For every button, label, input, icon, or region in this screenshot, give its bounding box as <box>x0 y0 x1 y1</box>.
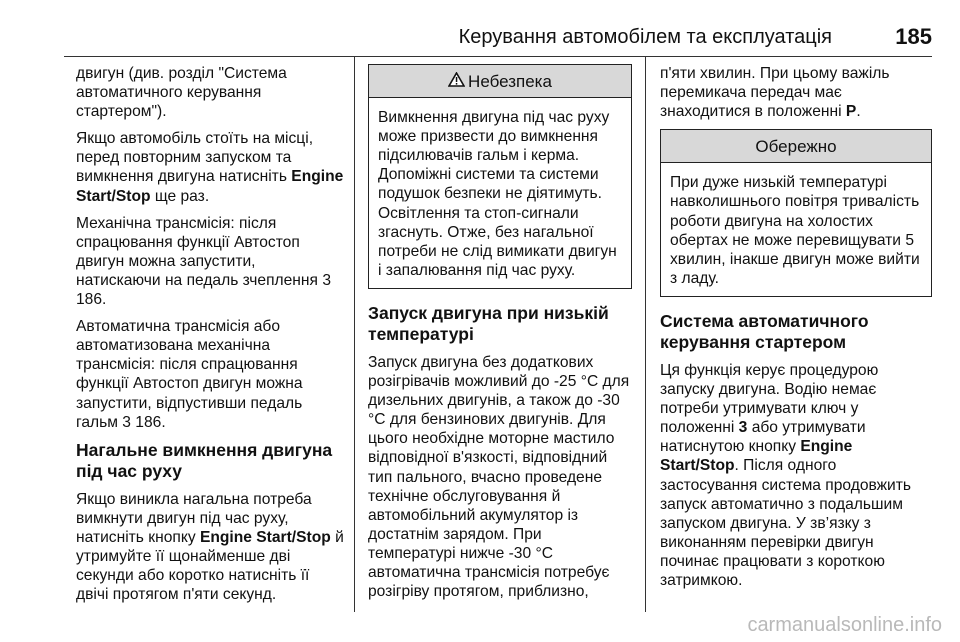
paragraph: п'яти хвилин. При цьому важіль перемикача передач має знаходитися в положенні P. <box>660 65 890 121</box>
button-name: Engine Start/Stop <box>660 438 853 475</box>
paragraph: Ця функція керує процедурою запуску двигуна. Водію немає потреби утримувати ключ у положенні 3 або утримувати натиснутою кнопку Engine Start/Stop. Після одного застосування система продовжить запуск автоматично з подальшим запуском двигуна. У зв’язку з виконанням перевірки двигун починає працювати з короткою затримкою. <box>660 361 912 589</box>
column-2 <box>368 64 632 609</box>
page-number: 185 <box>895 24 932 49</box>
warning-triangle-icon <box>448 72 465 91</box>
subheading: Система автоматичного керування стартером <box>660 310 869 352</box>
danger-title: Небезпека <box>468 72 552 91</box>
paragraph: Якщо виникла нагальна потреба вимкнути двигун під час руху, натисніть кнопку Engine Start/Stop й утримуйте її щонайменше дві секунди або коротко натисніть її двічі протягом п'яти секунд. <box>76 490 344 604</box>
page-reference-link[interactable]: 3 186 <box>122 413 162 431</box>
caution-text: При дуже низькій температурі навколишнього повітря тривалість роботи двигуна на холостих обертах не може перевищувати 5 хвилин, інакше двигун може вийти з ладу. <box>670 174 920 287</box>
caution-box <box>660 129 932 297</box>
caution-title: Обережно <box>661 130 931 163</box>
danger-box-header <box>369 65 631 98</box>
column-1 <box>76 64 344 612</box>
column-divider-1 <box>354 56 355 612</box>
section-title: Керування автомобілем та експлуатація <box>458 26 832 48</box>
paragraph: Механічна трансмісія: після спрацювання функції Автостоп двигун можна запустити, натискаючи на педаль зчеплення 3 186. <box>76 214 331 309</box>
danger-box <box>368 64 632 289</box>
paragraph: двигун (див. розділ "Система автоматичного керування стартером"). <box>76 65 287 121</box>
gear-position: P <box>845 103 857 121</box>
button-name: Engine Start/Stop <box>199 528 331 546</box>
header-rule <box>64 56 932 57</box>
column-3 <box>660 64 932 598</box>
column-divider-2 <box>645 56 646 612</box>
key-position: 3 <box>738 419 748 437</box>
subheading: Нагальне вимкнення двигуна під час руху <box>76 439 333 481</box>
paragraph: Якщо автомобіль стоїть на місці, перед повторним запуском та вимкнення двигуна натисніть Engine Start/Stop ще раз. <box>76 130 344 205</box>
watermark: carmanualsonline.info <box>747 614 942 636</box>
danger-text: Вимкнення двигуна під час руху може призвести до вимкнення підсилювачів гальм і керма. Допоміжні системи та системи подушок безпеки не діятимуть. Освітлення та стоп-сигнали згаснуть. Отже, без нагальної потреби не слід вимикати двигун і запалювання під час руху. <box>378 109 617 279</box>
page-reference-link[interactable]: 3 186 <box>76 271 331 309</box>
subheading: Запуск двигуна при низькій температурі <box>368 302 609 344</box>
paragraph: Автоматична трансмісія або автоматизована механічна трансмісія: після спрацювання функції Автостоп двигун можна запустити, відпустивши педаль гальм 3 186. <box>76 318 303 431</box>
paragraph: Запуск двигуна без додаткових розігрівачів можливий до -25 °C для дизельних двигунів, а також до -30 °C для бензинових двигунів. Для цього необхідне моторне мастило відповідної в'язкості, відповідний тип пального, вчасно проведене технічне обслуговування й автомобільний акумулятор із достатнім зарядом. При температурі нижче -30 °C автоматична трансмісія потребує розігріву протягом, приблизно, <box>368 353 630 601</box>
page-header <box>64 22 932 56</box>
button-name: Engine Start/Stop <box>76 168 344 205</box>
